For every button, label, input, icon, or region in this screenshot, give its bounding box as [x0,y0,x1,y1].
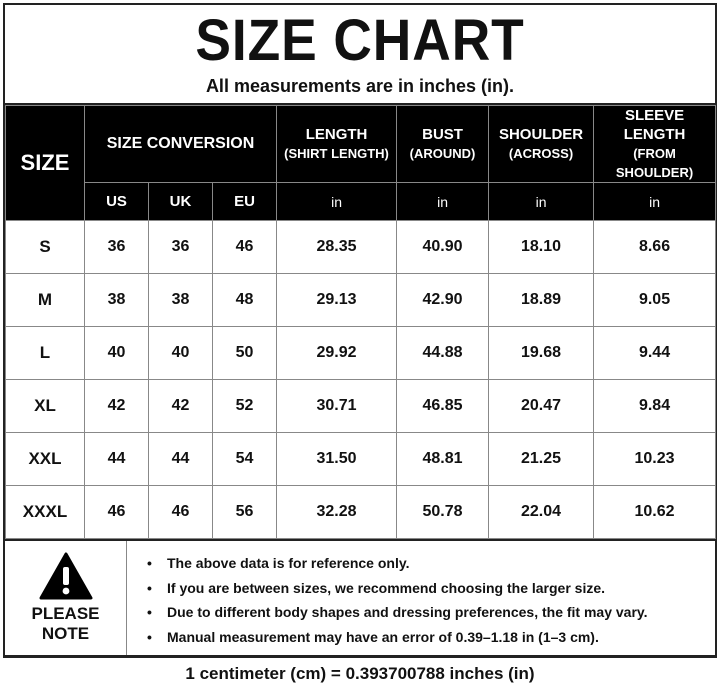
bust-cell: 44.88 [397,327,489,380]
size-cell: S [6,221,85,274]
note-text: Due to different body shapes and dressing preferences, the fit may vary. [167,604,648,620]
size-cell: XXXL [6,486,85,539]
sleeve-header-detail: (FROM SHOULDER) [615,146,694,180]
uk-cell: 40 [149,327,213,380]
uk-column-header: UK [149,183,213,221]
length-cell: 31.50 [277,433,397,486]
eu-cell: 56 [213,486,277,539]
sleeve-header [594,106,716,183]
bullet: • [147,555,152,571]
list-item [147,600,648,625]
sleeve-unit: in [594,183,716,221]
page-title: SIZE CHART [195,8,525,73]
uk-cell: 36 [149,221,213,274]
length-header [277,106,397,183]
shoulder-cell: 21.25 [489,433,594,486]
shoulder-header-detail: (ACROSS) [508,146,574,161]
table-row [6,327,716,380]
us-cell: 38 [85,274,149,327]
table-row [6,433,716,486]
shoulder-cell: 19.68 [489,327,594,380]
conversion-footer: 1 centimeter (cm) = 0.393700788 inches (in) [5,655,715,691]
eu-cell: 46 [213,221,277,274]
sleeve-cell: 8.66 [594,221,716,274]
bust-cell: 50.78 [397,486,489,539]
us-cell: 40 [85,327,149,380]
note-list [127,541,648,655]
size-cell: M [6,274,85,327]
bullet: • [147,628,152,645]
size-cell: XL [6,380,85,433]
list-item [147,576,648,601]
note-text: Manual measurement may have an error of 0.39–1.18 in (1–3 cm). [167,628,599,645]
shoulder-unit: in [489,183,594,221]
uk-cell: 38 [149,274,213,327]
uk-cell: 44 [149,433,213,486]
us-cell: 36 [85,221,149,274]
note-text: The above data is for reference only. [167,555,410,571]
note-label-block [5,541,127,655]
shoulder-cell: 20.47 [489,380,594,433]
eu-cell: 52 [213,380,277,433]
shoulder-header-name: SHOULDER [498,126,584,143]
list-item [147,625,648,650]
us-cell: 44 [85,433,149,486]
eu-column-header: EU [213,183,277,221]
eu-cell: 48 [213,274,277,327]
length-cell: 30.71 [277,380,397,433]
size-chart-page [3,3,717,683]
bust-unit: in [397,183,489,221]
title-block [5,5,715,105]
table-row [6,274,716,327]
size-table [5,105,716,539]
bust-cell: 48.81 [397,433,489,486]
eu-cell: 54 [213,433,277,486]
sleeve-header-name: SLEEVE LENGTH [623,107,686,143]
size-column-header: SIZE [6,106,85,221]
sleeve-cell: 9.44 [594,327,716,380]
page-subtitle: All measurements are in inches (in). [205,76,515,96]
bust-cell: 40.90 [397,221,489,274]
length-cell: 28.35 [277,221,397,274]
sleeve-cell: 9.84 [594,380,716,433]
size-cell: L [6,327,85,380]
shoulder-cell: 22.04 [489,486,594,539]
length-header-detail: (SHIRT LENGTH) [284,146,389,161]
shoulder-header [489,106,594,183]
size-cell: XXL [6,433,85,486]
eu-cell: 50 [213,327,277,380]
note-label-line2: NOTE [41,624,90,643]
bullet: • [147,604,152,620]
warning-icon [39,552,93,600]
length-cell: 32.28 [277,486,397,539]
uk-cell: 46 [149,486,213,539]
table-row [6,380,716,433]
length-unit: in [277,183,397,221]
us-column-header: US [85,183,149,221]
sleeve-cell: 10.62 [594,486,716,539]
us-cell: 42 [85,380,149,433]
note-text: If you are between sizes, we recommend choosing the larger size. [167,579,606,596]
bust-header [397,106,489,183]
bullet: • [147,579,152,596]
table-row [6,221,716,274]
bust-header-name: BUST [422,126,463,143]
bust-header-detail: (AROUND) [409,146,476,161]
note-label-line1: PLEASE [31,604,100,623]
note-section [5,539,715,655]
sleeve-cell: 9.05 [594,274,716,327]
sleeve-cell: 10.23 [594,433,716,486]
bust-cell: 46.85 [397,380,489,433]
uk-cell: 42 [149,380,213,433]
list-item [147,551,648,576]
table-row [6,486,716,539]
size-conversion-header: SIZE CONVERSION [85,106,277,183]
shoulder-cell: 18.89 [489,274,594,327]
please-note-label [31,604,99,644]
length-header-name: LENGTH [305,126,368,143]
bust-cell: 42.90 [397,274,489,327]
us-cell: 46 [85,486,149,539]
length-cell: 29.13 [277,274,397,327]
length-cell: 29.92 [277,327,397,380]
shoulder-cell: 18.10 [489,221,594,274]
